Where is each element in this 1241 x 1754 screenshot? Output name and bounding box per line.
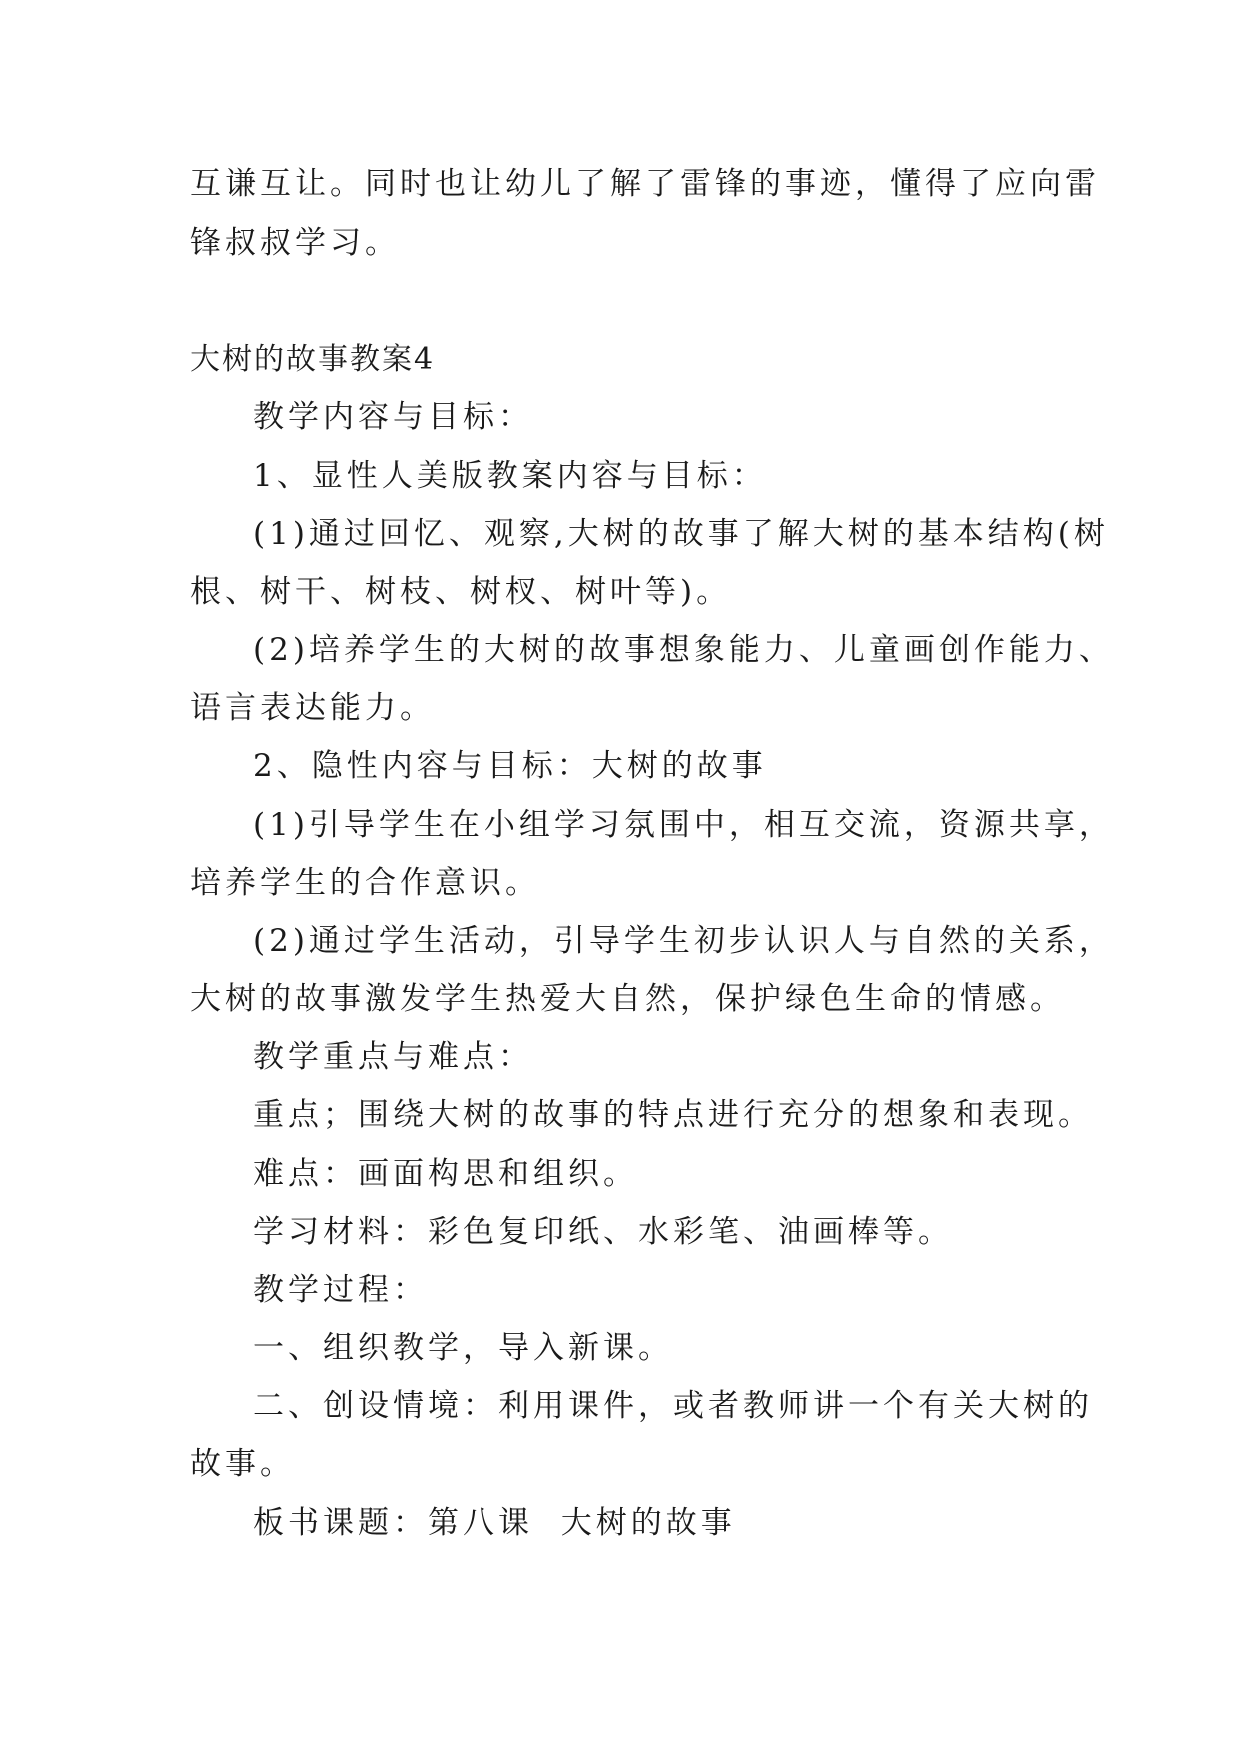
paragraph-line: 培养学生的合作意识。 bbox=[190, 865, 540, 901]
paragraph-line: (1)通过回忆、观察,大树的故事了解大树的基本结构(树 bbox=[253, 516, 1109, 552]
section-heading: 大树的故事教案4 bbox=[190, 342, 436, 377]
paragraph-line: 教学内容与目标： bbox=[253, 399, 533, 435]
paragraph-line: 根、树干、树枝、树杈、树叶等)。 bbox=[190, 574, 732, 610]
paragraph-line: (2)培养学生的大树的故事想象能力、儿童画创作能力、 bbox=[253, 632, 1114, 668]
paragraph-line: 锋叔叔学习。 bbox=[190, 225, 400, 261]
paragraph-line: 教学重点与难点： bbox=[253, 1039, 533, 1075]
paragraph-line: 一、组织教学，导入新课。 bbox=[253, 1330, 673, 1366]
paragraph-line: 二、创设情境：利用课件，或者教师讲一个有关大树的 bbox=[253, 1388, 1093, 1424]
paragraph-line: 板书课题：第八课 大树的故事 bbox=[253, 1505, 736, 1541]
paragraph-line: 互谦互让。同时也让幼儿了解了雷锋的事迹，懂得了应向雷 bbox=[190, 166, 1100, 202]
paragraph-line: 1、显性人美版教案内容与目标： bbox=[253, 458, 767, 494]
paragraph-line: 故事。 bbox=[190, 1446, 295, 1482]
paragraph-line: (2)通过学生活动，引导学生初步认识人与自然的关系， bbox=[253, 923, 1114, 959]
paragraph-line: 重点；围绕大树的故事的特点进行充分的想象和表现。 bbox=[253, 1097, 1093, 1133]
paragraph-line: 教学过程： bbox=[253, 1272, 428, 1308]
paragraph-line: 学习材料：彩色复印纸、水彩笔、油画棒等。 bbox=[253, 1214, 953, 1250]
paragraph-line: (1)引导学生在小组学习氛围中，相互交流，资源共享， bbox=[253, 807, 1114, 843]
paragraph-line: 语言表达能力。 bbox=[190, 690, 435, 726]
paragraph-line: 大树的故事激发学生热爱大自然，保护绿色生命的情感。 bbox=[190, 981, 1065, 1017]
paragraph-line: 难点：画面构思和组织。 bbox=[253, 1156, 638, 1192]
paragraph-line: 2、隐性内容与目标：大树的故事 bbox=[253, 748, 767, 784]
